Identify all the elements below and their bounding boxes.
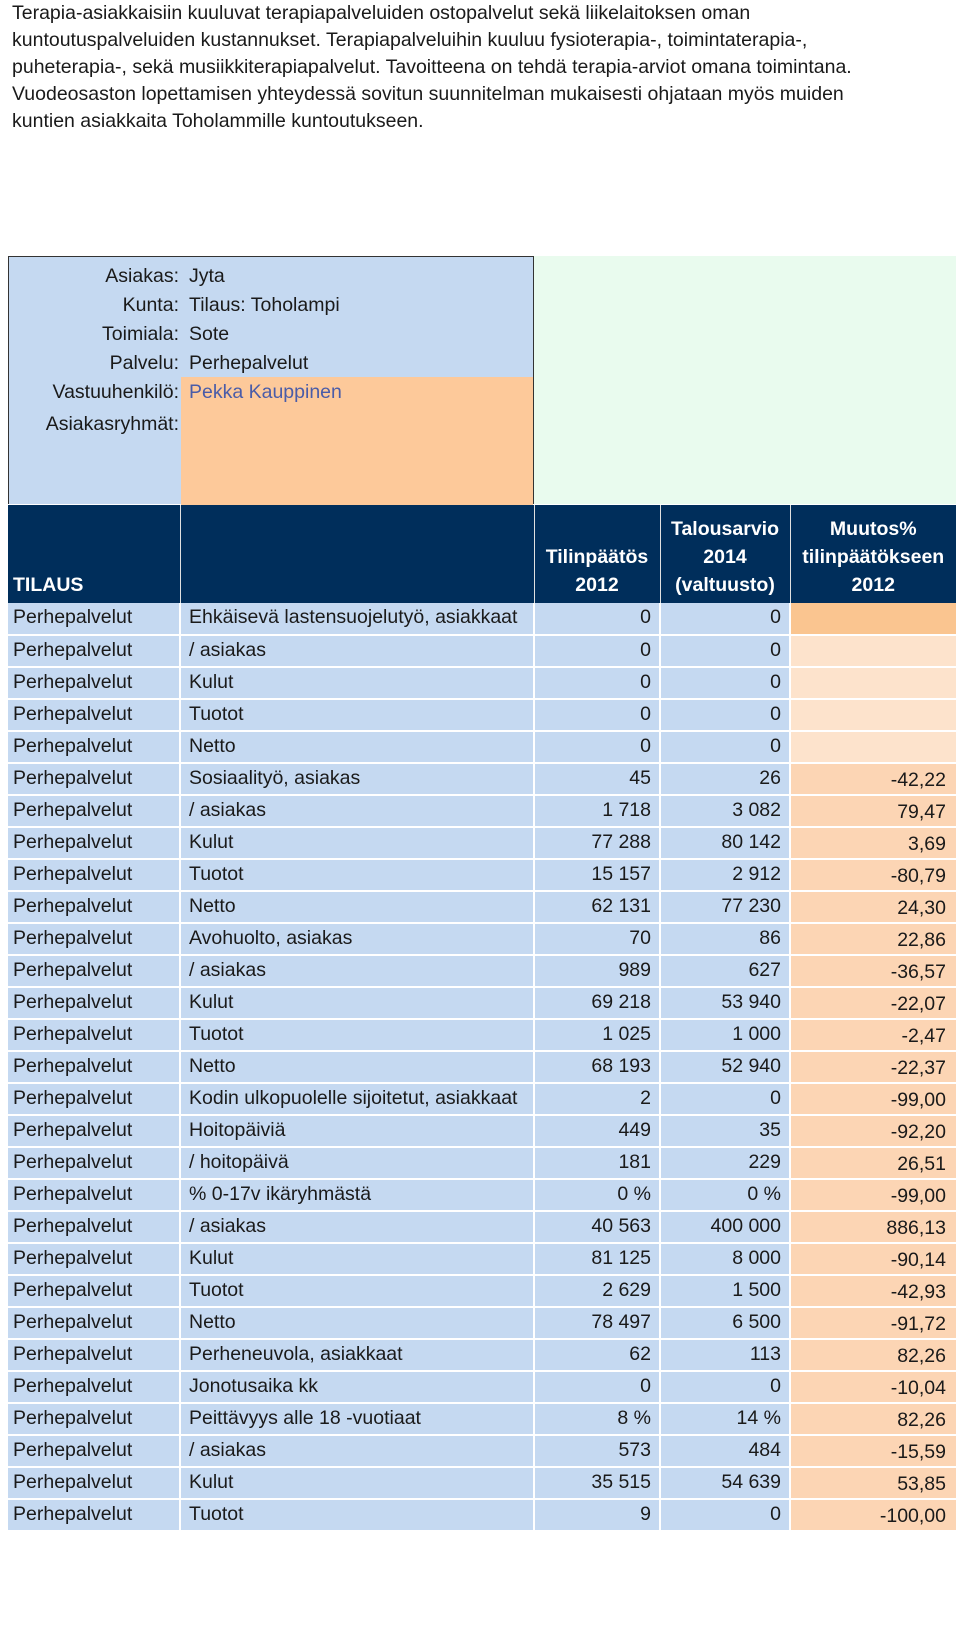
cell-tilaus: Perhepalvelut	[8, 1147, 180, 1179]
table-row	[8, 699, 956, 731]
info-value: Perhepalvelut	[189, 352, 309, 374]
cell-tilaus: Perhepalvelut	[8, 923, 180, 955]
table-row	[8, 891, 956, 923]
cell-muutos: 22,86	[790, 923, 956, 955]
cell-muutos: 26,51	[790, 1147, 956, 1179]
cell-tilinpaatos: 1 718	[534, 795, 660, 827]
cell-tilinpaatos: 181	[534, 1147, 660, 1179]
cell-muutos: -10,04	[790, 1371, 956, 1403]
table-row	[8, 955, 956, 987]
cell-tilaus: Perhepalvelut	[8, 859, 180, 891]
cell-muutos: -99,00	[790, 1179, 956, 1211]
table-row	[8, 1307, 956, 1339]
header-blank	[180, 505, 534, 603]
cell-talousarvio: 52 940	[660, 1051, 790, 1083]
cell-tilaus: Perhepalvelut	[8, 1499, 180, 1531]
info-label: Kunta:	[122, 294, 179, 316]
cell-talousarvio: 0 %	[660, 1179, 790, 1211]
intro-line: puheterapia-, sekä musiikkiterapiapalvelut. Tavoitteena on tehdä terapia-arviot omana toimintana.	[12, 56, 852, 78]
cell-tilinpaatos: 0	[534, 699, 660, 731]
cell-muutos: -42,93	[790, 1275, 956, 1307]
cell-tilaus: Perhepalvelut	[8, 1339, 180, 1371]
cell-muutos: 53,85	[790, 1467, 956, 1499]
cell-muutos: -91,72	[790, 1307, 956, 1339]
header-talousarvio	[660, 505, 790, 603]
cell-tilaus: Perhepalvelut	[8, 987, 180, 1019]
cell-talousarvio: 0	[660, 1083, 790, 1115]
cell-tilaus: Perhepalvelut	[8, 667, 180, 699]
cell-talousarvio: 80 142	[660, 827, 790, 859]
header-line: 2012	[851, 574, 895, 596]
header-tilinpaatos	[534, 505, 660, 603]
cell-description: Hoitopäiviä	[180, 1115, 534, 1147]
cell-tilinpaatos: 1 025	[534, 1019, 660, 1051]
cell-tilinpaatos: 81 125	[534, 1243, 660, 1275]
cell-tilaus: Perhepalvelut	[8, 699, 180, 731]
cell-talousarvio: 1 500	[660, 1275, 790, 1307]
table-row	[8, 603, 956, 635]
cell-tilaus: Perhepalvelut	[8, 827, 180, 859]
cell-muutos: -80,79	[790, 859, 956, 891]
table-row	[8, 1019, 956, 1051]
table-row	[8, 1371, 956, 1403]
intro-paragraph	[12, 0, 942, 135]
cell-tilinpaatos: 8 %	[534, 1403, 660, 1435]
intro-line: kuntien asiakkaita Toholammille kuntoutukseen.	[12, 110, 424, 132]
cell-muutos	[790, 635, 956, 667]
cell-description: Tuotot	[180, 699, 534, 731]
cell-muutos: -22,37	[790, 1051, 956, 1083]
cell-muutos: 82,26	[790, 1403, 956, 1435]
cell-tilaus: Perhepalvelut	[8, 1179, 180, 1211]
cell-tilaus: Perhepalvelut	[8, 1307, 180, 1339]
cell-talousarvio: 0	[660, 1371, 790, 1403]
cell-muutos	[790, 603, 956, 635]
cell-description: Kodin ulkopuolelle sijoitetut, asiakkaat	[180, 1083, 534, 1115]
cell-description: Sosiaalityö, asiakas	[180, 763, 534, 795]
cell-muutos	[790, 731, 956, 763]
cell-tilinpaatos: 0	[534, 603, 660, 635]
cell-description: Kulut	[180, 987, 534, 1019]
cell-tilinpaatos: 40 563	[534, 1211, 660, 1243]
cell-tilinpaatos: 0	[534, 1371, 660, 1403]
order-info-block	[8, 256, 956, 504]
cell-muutos: -2,47	[790, 1019, 956, 1051]
cell-talousarvio: 229	[660, 1147, 790, 1179]
cell-tilinpaatos: 0	[534, 667, 660, 699]
cell-talousarvio: 0	[660, 635, 790, 667]
cell-description: / hoitopäivä	[180, 1147, 534, 1179]
table-header-row	[8, 505, 956, 603]
data-table	[8, 505, 956, 1532]
cell-tilinpaatos: 62 131	[534, 891, 660, 923]
cell-talousarvio: 0	[660, 1499, 790, 1531]
cell-tilaus: Perhepalvelut	[8, 635, 180, 667]
cell-tilinpaatos: 45	[534, 763, 660, 795]
cell-tilaus: Perhepalvelut	[8, 1083, 180, 1115]
cell-muutos: 24,30	[790, 891, 956, 923]
info-row-vastuuhenkilo	[9, 378, 535, 407]
cell-muutos: -90,14	[790, 1243, 956, 1275]
cell-muutos: -92,20	[790, 1115, 956, 1147]
header-line: 2012	[575, 574, 619, 596]
header-line: Muutos%	[829, 518, 917, 540]
cell-description: Kulut	[180, 1243, 534, 1275]
cell-tilinpaatos: 573	[534, 1435, 660, 1467]
cell-tilaus: Perhepalvelut	[8, 1467, 180, 1499]
cell-description: / asiakas	[180, 795, 534, 827]
table-row	[8, 1435, 956, 1467]
table-row	[8, 859, 956, 891]
cell-tilaus: Perhepalvelut	[8, 1211, 180, 1243]
table-row	[8, 763, 956, 795]
info-value: Tilaus: Toholampi	[189, 294, 340, 316]
table-row	[8, 1275, 956, 1307]
cell-muutos: 886,13	[790, 1211, 956, 1243]
info-side-panel	[534, 256, 956, 504]
cell-muutos: -100,00	[790, 1499, 956, 1531]
table-row	[8, 1467, 956, 1499]
cell-muutos: -36,57	[790, 955, 956, 987]
cell-muutos	[790, 699, 956, 731]
cell-tilinpaatos: 77 288	[534, 827, 660, 859]
cell-tilaus: Perhepalvelut	[8, 1371, 180, 1403]
cell-description: Tuotot	[180, 1275, 534, 1307]
cell-tilinpaatos: 9	[534, 1499, 660, 1531]
info-value: Sote	[189, 323, 230, 345]
cell-talousarvio: 6 500	[660, 1307, 790, 1339]
cell-talousarvio: 3 082	[660, 795, 790, 827]
header-muutos	[790, 505, 956, 603]
cell-talousarvio: 484	[660, 1435, 790, 1467]
info-row-toimiala	[9, 320, 535, 349]
table-row	[8, 1051, 956, 1083]
table-row	[8, 1083, 956, 1115]
cell-muutos: 82,26	[790, 1339, 956, 1371]
cell-description: / asiakas	[180, 635, 534, 667]
cell-description: / asiakas	[180, 1211, 534, 1243]
cell-talousarvio: 0	[660, 699, 790, 731]
table-row	[8, 1403, 956, 1435]
cell-tilinpaatos: 449	[534, 1115, 660, 1147]
cell-tilinpaatos: 0	[534, 731, 660, 763]
table-row	[8, 987, 956, 1019]
cell-description: / asiakas	[180, 955, 534, 987]
cell-tilinpaatos: 2 629	[534, 1275, 660, 1307]
cell-description: Jonotusaika kk	[180, 1371, 534, 1403]
cell-description: Netto	[180, 1307, 534, 1339]
cell-tilaus: Perhepalvelut	[8, 1275, 180, 1307]
cell-talousarvio: 14 %	[660, 1403, 790, 1435]
cell-talousarvio: 2 912	[660, 859, 790, 891]
cell-talousarvio: 35	[660, 1115, 790, 1147]
cell-muutos: 3,69	[790, 827, 956, 859]
cell-tilinpaatos: 70	[534, 923, 660, 955]
table-row	[8, 667, 956, 699]
cell-talousarvio: 53 940	[660, 987, 790, 1019]
cell-talousarvio: 0	[660, 603, 790, 635]
info-label: Toimiala:	[102, 323, 179, 345]
table-row	[8, 1115, 956, 1147]
cell-muutos: -42,22	[790, 763, 956, 795]
info-label: Vastuuhenkilö:	[52, 381, 179, 403]
table-row	[8, 731, 956, 763]
cell-talousarvio: 26	[660, 763, 790, 795]
info-label: Asiakasryhmät:	[45, 413, 179, 435]
cell-description: Avohuolto, asiakas	[180, 923, 534, 955]
cell-description: Kulut	[180, 827, 534, 859]
header-line: 2014	[703, 546, 747, 568]
cell-description: Tuotot	[180, 859, 534, 891]
cell-tilaus: Perhepalvelut	[8, 891, 180, 923]
table-row	[8, 1147, 956, 1179]
cell-description: Netto	[180, 891, 534, 923]
cell-description: Tuotot	[180, 1019, 534, 1051]
intro-line: kuntoutuspalveluiden kustannukset. Terapiapalveluihin kuuluu fysioterapia-, toimintaterapia-,	[12, 29, 808, 51]
cell-tilaus: Perhepalvelut	[8, 1019, 180, 1051]
cell-talousarvio: 54 639	[660, 1467, 790, 1499]
header-tilaus: TILAUS	[8, 505, 180, 603]
table-row	[8, 1339, 956, 1371]
cell-tilinpaatos: 68 193	[534, 1051, 660, 1083]
cell-tilinpaatos: 0	[534, 635, 660, 667]
intro-line: Terapia-asiakkaisiin kuuluvat terapiapalveluiden ostopalvelut sekä liikelaitoksen oman	[12, 2, 751, 24]
cell-tilaus: Perhepalvelut	[8, 731, 180, 763]
cell-tilaus: Perhepalvelut	[8, 1243, 180, 1275]
cell-description: Kulut	[180, 1467, 534, 1499]
cell-tilaus: Perhepalvelut	[8, 603, 180, 635]
cell-tilinpaatos: 62	[534, 1339, 660, 1371]
info-row-palvelu	[9, 349, 535, 378]
cell-tilinpaatos: 78 497	[534, 1307, 660, 1339]
table-row	[8, 795, 956, 827]
header-line: tilinpäätökseen	[802, 546, 945, 568]
info-label: Asiakas:	[105, 265, 179, 287]
cell-tilinpaatos: 989	[534, 955, 660, 987]
cell-tilinpaatos: 0 %	[534, 1179, 660, 1211]
cell-talousarvio: 113	[660, 1339, 790, 1371]
table-row	[8, 1179, 956, 1211]
cell-talousarvio: 627	[660, 955, 790, 987]
cell-talousarvio: 8 000	[660, 1243, 790, 1275]
info-value: Pekka Kauppinen	[189, 381, 342, 403]
cell-talousarvio: 400 000	[660, 1211, 790, 1243]
table-row	[8, 1211, 956, 1243]
intro-line: Vuodeosaston lopettamisen yhteydessä sovitun suunnitelman mukaisesti ohjataan myös muiden	[12, 83, 844, 105]
header-line: Talousarvio	[670, 518, 779, 540]
info-row-kunta	[9, 291, 535, 320]
cell-description: Peittävyys alle 18 -vuotiaat	[180, 1403, 534, 1435]
cell-tilaus: Perhepalvelut	[8, 795, 180, 827]
order-info-panel	[8, 256, 534, 504]
info-value: Jyta	[189, 265, 225, 287]
table-row	[8, 923, 956, 955]
info-label: Palvelu:	[109, 352, 179, 374]
header-line: Tilinpäätös	[545, 546, 649, 568]
cell-muutos: -22,07	[790, 987, 956, 1019]
cell-description: Kulut	[180, 667, 534, 699]
cell-tilinpaatos: 35 515	[534, 1467, 660, 1499]
cell-tilinpaatos: 69 218	[534, 987, 660, 1019]
cell-description: Netto	[180, 731, 534, 763]
cell-description: Ehkäisevä lastensuojelutyö, asiakkaat	[180, 603, 534, 635]
cell-tilaus: Perhepalvelut	[8, 1435, 180, 1467]
cell-tilaus: Perhepalvelut	[8, 1115, 180, 1147]
cell-muutos: -15,59	[790, 1435, 956, 1467]
cell-talousarvio: 77 230	[660, 891, 790, 923]
cell-tilinpaatos: 2	[534, 1083, 660, 1115]
table-row	[8, 1499, 956, 1531]
cell-tilaus: Perhepalvelut	[8, 1403, 180, 1435]
cell-muutos: 79,47	[790, 795, 956, 827]
cell-talousarvio: 0	[660, 731, 790, 763]
table-row	[8, 635, 956, 667]
cell-description: Netto	[180, 1051, 534, 1083]
info-row-asiakasryhmat	[9, 410, 535, 439]
cell-muutos	[790, 667, 956, 699]
info-row-asiakas	[9, 262, 535, 291]
table-row	[8, 827, 956, 859]
cell-tilaus: Perhepalvelut	[8, 1051, 180, 1083]
cell-talousarvio: 1 000	[660, 1019, 790, 1051]
table-body	[8, 603, 956, 1531]
cell-tilaus: Perhepalvelut	[8, 955, 180, 987]
cell-muutos: -99,00	[790, 1083, 956, 1115]
cell-description: % 0-17v ikäryhmästä	[180, 1179, 534, 1211]
cell-talousarvio: 86	[660, 923, 790, 955]
cell-tilaus: Perhepalvelut	[8, 763, 180, 795]
cell-description: Tuotot	[180, 1499, 534, 1531]
table-row	[8, 1243, 956, 1275]
cell-tilinpaatos: 15 157	[534, 859, 660, 891]
cell-description: Perheneuvola, asiakkaat	[180, 1339, 534, 1371]
cell-talousarvio: 0	[660, 667, 790, 699]
header-line: (valtuusto)	[675, 574, 775, 596]
cell-description: / asiakas	[180, 1435, 534, 1467]
